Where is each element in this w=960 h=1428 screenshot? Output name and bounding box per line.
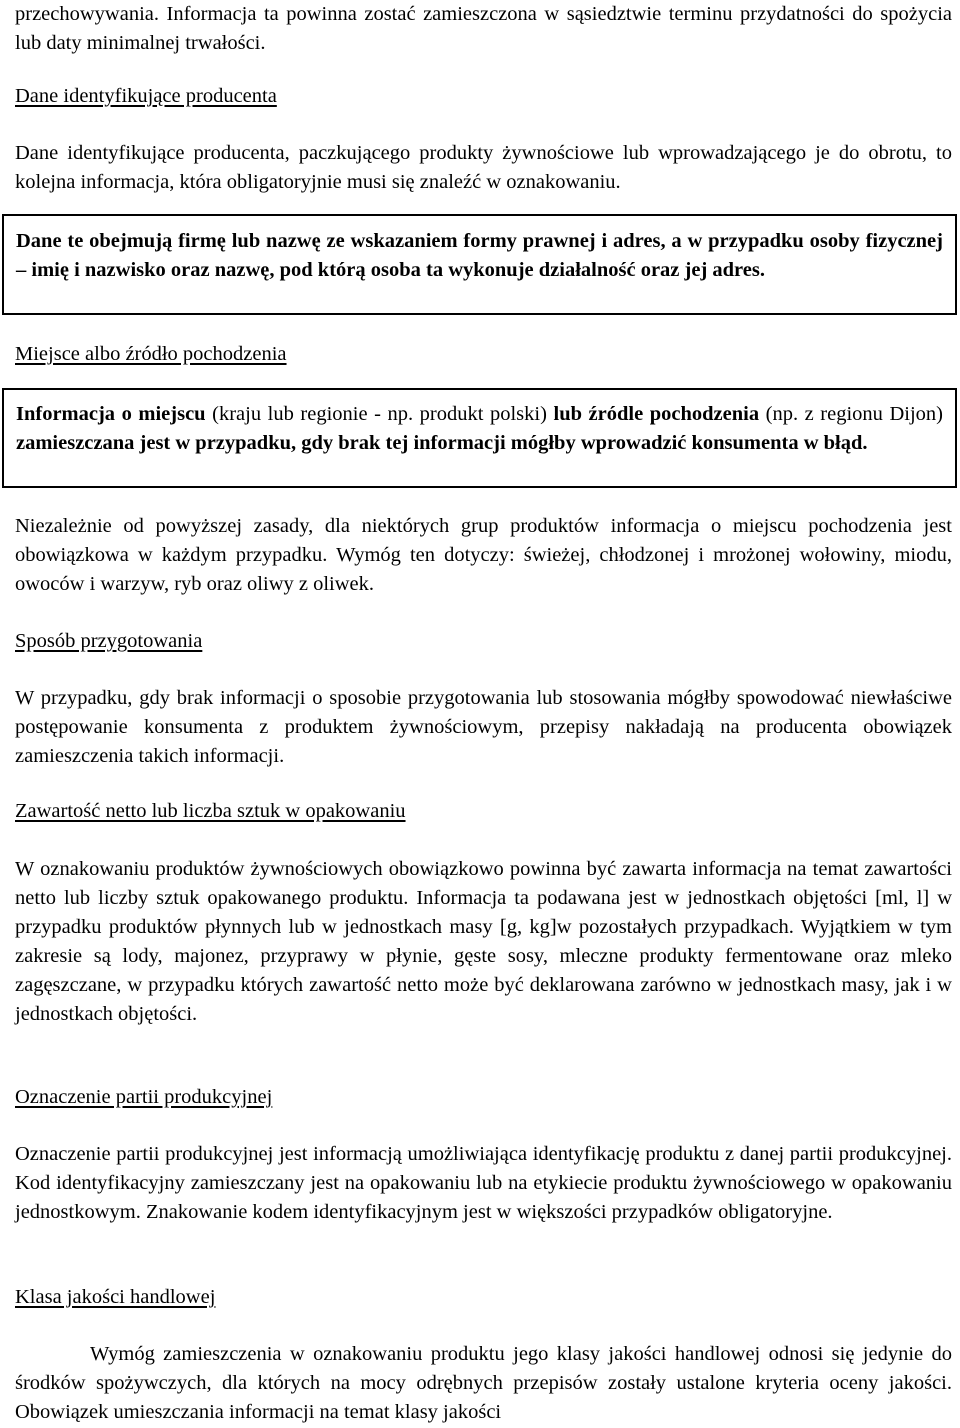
origin-box-text [16,400,943,458]
preparation-heading: Sposób przygotowania [15,630,203,652]
origin-highlight-box [2,388,957,488]
producer-paragraph: Dane identyfikujące producenta, paczkującego produkty żywnościowe lub wprowadzającego je do obrotu, to kolejna informacja, która obligatoryjnie musi się znaleźć w oznakowaniu. [15,142,952,193]
preparation-paragraph: W przypadku, gdy brak informacji o sposobie przygotowania lub stosowania mógłby spowodować niewłaściwe postępowanie konsumenta z produktem żywnościowym, przepisy nakładają na producenta obowiązek zamieszczenia takich informacji. [15,687,952,767]
origin-paragraph: Niezależnie od powyższej zasady, dla niektórych grup produktów informacja o miejscu pochodzenia jest obowiązkowa w każdym przypadku. Wymóg ten dotyczy: świeżej, chłodzonej i mrożonej wołowiny, miodu, owoców i warzyw, ryb oraz oliwy z oliwek. [15,515,952,595]
producer-box-text: Dane te obejmują firmę lub nazwę ze wskazaniem formy prawnej i adres, a w przypadku osoby fizycznej – imię i nazwisko oraz nazwę, pod którą osoba ta wykonuje działalność oraz jej adres. [16,230,943,281]
quality-class-text: Wymóg zamieszczenia w oznakowaniu produktu jego klasy jakości handlowej odnosi się jedynie do środków spożywczych, dla których na mocy odrębnych przepisów zostały ustalone kryteria oceny jakości. Obowiązek umieszczania informacji na temat klasy jakości [15,1343,952,1423]
net-content-heading: Zawartość netto lub liczba sztuk w opakowaniu [15,800,406,822]
origin-box-part3: lub źródle pochodzenia [553,403,760,425]
origin-box-part2: (kraju lub regionie - np. produkt polski) [205,403,554,425]
intro-paragraph: przechowywania. Informacja ta powinna zostać zamieszczona w sąsiedztwie terminu przydatności do spożycia lub daty minimalnej trwałości. [15,3,952,54]
producer-highlight-box [2,214,957,315]
origin-box-part4: (np. z regionu Dijon) [759,403,943,425]
origin-box-part5: zamieszczana jest w przypadku, gdy brak tej informacji mógłby wprowadzić konsumenta w błąd. [16,432,868,454]
quality-class-heading: Klasa jakości handlowej [15,1286,216,1308]
net-content-paragraph: W oznakowaniu produktów żywnościowych obowiązkowo powinna być zawarta informacja na temat zawartości netto lub liczby sztuk opakowanego produktu. Informacja ta podawana jest w jednostkach objętości [ml, l] w przypadku produktów płynnych lub w jednostkach masy [g, kg]w pozostałych przypadkach. Wyjątkiem w tym zakresie są lody, majonez, przyprawy w płynie, gęste sosy, mleczne produkty fermentowane oraz mleko zagęszczane, w przypadku których zawartość netto może być deklarowana zarówno w jednostkach masy, jak i w jednostkach objętości. [15,858,952,1025]
producer-heading: Dane identyfikujące producenta [15,85,277,107]
batch-paragraph: Oznaczenie partii produkcyjnej jest informacją umożliwiająca identyfikację produktu z danej partii produkcyjnej. Kod identyfikacyjny zamieszczany jest na opakowaniu lub na etykiecie produktu żywnościowego w opakowaniu jednostkowym. Znakowanie kodem identyfikacyjnym jest w większości przypadków obligatoryjne. [15,1143,952,1223]
origin-box-part1: Informacja o miejscu [16,403,206,425]
batch-heading: Oznaczenie partii produkcyjnej [15,1086,273,1108]
origin-heading: Miejsce albo źródło pochodzenia [15,343,287,365]
quality-class-paragraph [15,1340,952,1427]
